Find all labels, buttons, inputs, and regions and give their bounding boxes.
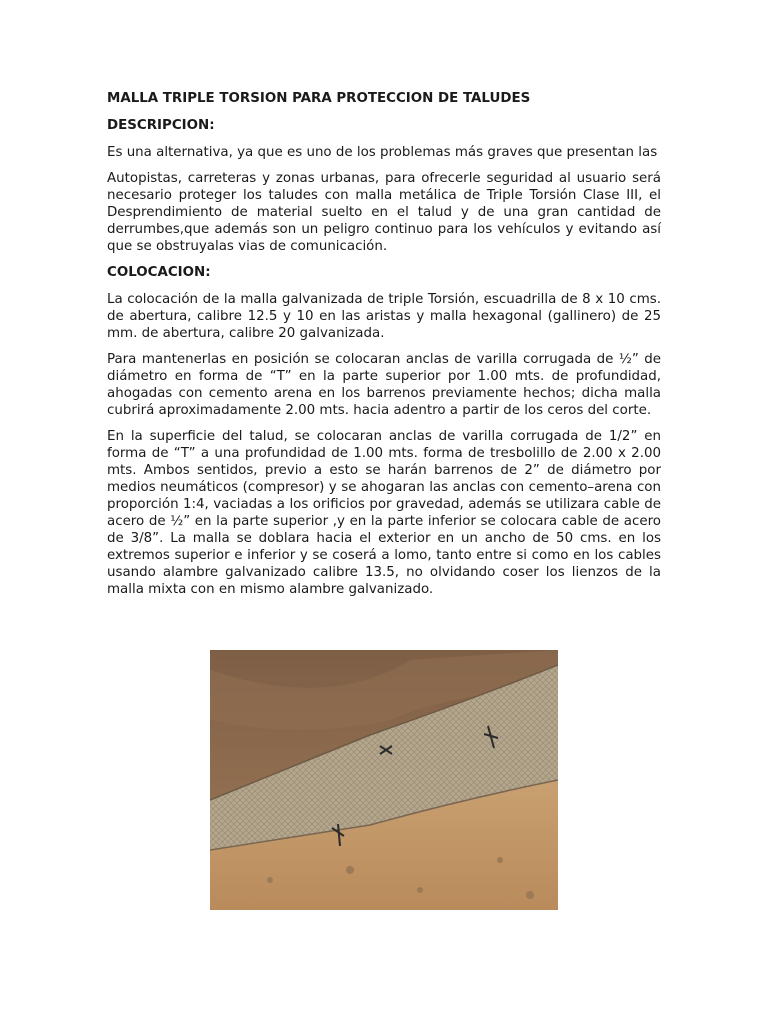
slope-mesh-illustration [210, 650, 558, 910]
slope-mesh-photo [210, 650, 558, 910]
document-body [107, 90, 661, 607]
paragraph: Autopistas, carreteras y zonas urbanas, para ofrecerle seguridad al usuario será necesario proteger los taludes con malla metálica de Triple Torsión Clase III, el Desprendimiento de material suelto en el talud y de una gran cantidad de derrumbes,que además son un peligro continuo para los vehículos y evitando así que se obstruyalas vias de comunicación. [107, 171, 661, 254]
section-heading-colocacion: COLOCACION: [107, 265, 211, 280]
paragraph: En la superficie del talud, se colocaran anclas de varilla corrugada de 1/2” en forma de “T” a una profundidad de 1.00 mts. forma de tresbolillo de 2.00 x 2.00 mts. Ambos sentidos, previo a esto se harán barrenos de 2” de diámetro por medios neumáticos (compresor) y se ahogaran las anclas con cemento–arena con proporción 1:4, vaciadas a los orificios por gravedad, además se utilizara cable de acero de ½” en la parte superior ,y en la parte inferior se colocara cable de acero de 3/8”. La malla se doblara hacia el exterior en un ancho de 50 cms. en los extremos superior e inferior y se coserá a lomo, tanto entre si como en los cables usando alambre galvanizado calibre 13.5, no olvidando coser los lienzos de la malla mixta con en mismo alambre galvanizado. [107, 429, 661, 597]
paragraph: La colocación de la malla galvanizada de triple Torsión, escuadrilla de 8 x 10 cms. de abertura, calibre 12.5 y 10 en las aristas y malla hexagonal (gallinero) de 25 mm. de abertura, calibre 20 galvanizada. [107, 292, 661, 341]
paragraph: Para mantenerlas en posición se colocaran anclas de varilla corrugada de ½” de diámetro en forma de “T” en la parte superior por 1.00 mts. de profundidad, ahogadas con cemento arena en los barrenos previamente hechos; dicha malla cubrirá aproximadamente 2.00 mts. hacia adentro a partir de los ceros del corte. [107, 352, 661, 418]
paragraph: Es una alternativa, ya que es uno de los problemas más graves que presentan las [107, 145, 658, 160]
document-title: MALLA TRIPLE TORSION PARA PROTECCION DE TALUDES [107, 91, 531, 106]
section-heading-descripcion: DESCRIPCION: [107, 118, 215, 133]
